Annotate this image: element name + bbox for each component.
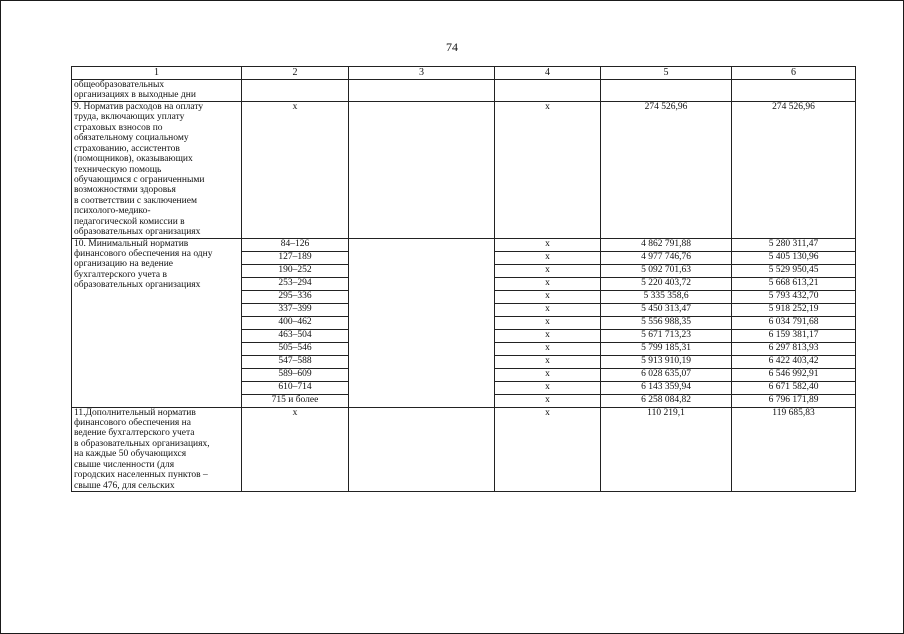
header-row [72,67,856,80]
header-col-5: 5 [601,67,732,80]
row-10-range: 715 и более [242,394,349,407]
row-10-label: 10. Минимальный норматив финансового обеспечения на одну организацию на ведение бухгалтерского учета в образовательных организациях [72,238,242,407]
continuation-row [72,80,856,102]
row-11-col4: х [495,407,601,492]
row-10-col6: 6 297 813,93 [732,342,856,355]
row-10-col6: 5 405 130,96 [732,251,856,264]
row-10-range: 127–189 [242,251,349,264]
row-10-col6: 6 034 791,68 [732,316,856,329]
row-10-col4: х [495,342,601,355]
row-10-col5: 5 092 701,63 [601,264,732,277]
row-10-col5: 6 258 084,82 [601,394,732,407]
row-9-col2: х [242,101,349,238]
row-10-col5: 4 862 791,88 [601,238,732,251]
row-10-range: 190–252 [242,264,349,277]
row-10-col4: х [495,251,601,264]
page-number: 74 [446,40,458,54]
row-10-col4: х [495,381,601,394]
row-10-range: 253–294 [242,277,349,290]
row-10-range: 463–504 [242,329,349,342]
header-col-4: 4 [495,67,601,80]
header-col-1: 1 [72,67,242,80]
row-10-col5: 5 220 403,72 [601,277,732,290]
continuation-label: общеобразовательных организациях в выходные дни [72,80,242,102]
row-10-col6: 5 668 613,21 [732,277,856,290]
row-10-col5: 5 556 988,35 [601,316,732,329]
row-10-col4: х [495,238,601,251]
row-10-col5: 5 799 185,31 [601,342,732,355]
header-col-3: 3 [349,67,495,80]
row-10-range: 610–714 [242,381,349,394]
row-10-range: 295–336 [242,290,349,303]
row-10-col4: х [495,303,601,316]
row-10-range: 337–399 [242,303,349,316]
row-10-col4: х [495,394,601,407]
row-10-col6: 5 918 252,19 [732,303,856,316]
row-10-col5: 6 028 635,07 [601,368,732,381]
row-10-col6: 6 422 403,42 [732,355,856,368]
row-10-col4: х [495,277,601,290]
row-10-col5: 5 450 313,47 [601,303,732,316]
row-10-col6: 5 529 950,45 [732,264,856,277]
row-10-col4: х [495,316,601,329]
row-11-col2: х [242,407,349,492]
row-10-col4: х [495,290,601,303]
row-10-col6: 6 159 381,17 [732,329,856,342]
row-10-col5: 6 143 359,94 [601,381,732,394]
row-10-col4: х [495,329,601,342]
row-11-label: 11.Дополнительный норматив финансового обеспечения на ведение бухгалтерского учета в образовательных организациях, на каждые 50 обучающихся свыше численности (для городских населенных пунктов – свыше 476, для сельских [72,407,242,492]
row-10-col6: 6 546 992,91 [732,368,856,381]
row-10-col5: 5 335 358,6 [601,290,732,303]
row-10-range: 547–588 [242,355,349,368]
norms-table [71,66,856,492]
row-10-range: 505–546 [242,342,349,355]
row-9-col4: х [495,101,601,238]
row-10-col6: 5 280 311,47 [732,238,856,251]
row-10-col5: 5 671 713,23 [601,329,732,342]
row-10-col6: 6 796 171,89 [732,394,856,407]
row-11-col5: 110 219,1 [601,407,732,492]
row-10-col4: х [495,355,601,368]
row-10-range: 589–609 [242,368,349,381]
row-10-range: 400–462 [242,316,349,329]
row-11 [72,407,856,492]
row-10-col5: 4 977 746,76 [601,251,732,264]
row-10-col4: х [495,368,601,381]
row-10-range: 84–126 [242,238,349,251]
row-9-col5: 274 526,96 [601,101,732,238]
header-col-2: 2 [242,67,349,80]
row-11-col6: 119 685,83 [732,407,856,492]
row-9-col6: 274 526,96 [732,101,856,238]
row-10-col4: х [495,264,601,277]
row-10-col6: 6 671 582,40 [732,381,856,394]
header-col-6: 6 [732,67,856,80]
row-10-col6: 5 793 432,70 [732,290,856,303]
row-10-col5: 5 913 910,19 [601,355,732,368]
row-9-label: 9. Норматив расходов на оплату труда, включающих уплату страховых взносов по обязательному социальному страхованию, ассистентов (помощников), оказывающих техническую помощь обучающимся с ограниченными возможностями здоровья в соответствии с заключением психолого-медико- педагогической комиссии в образовательных организациях [72,101,242,238]
row-9 [72,101,856,238]
row-10-sub-0 [72,238,856,251]
